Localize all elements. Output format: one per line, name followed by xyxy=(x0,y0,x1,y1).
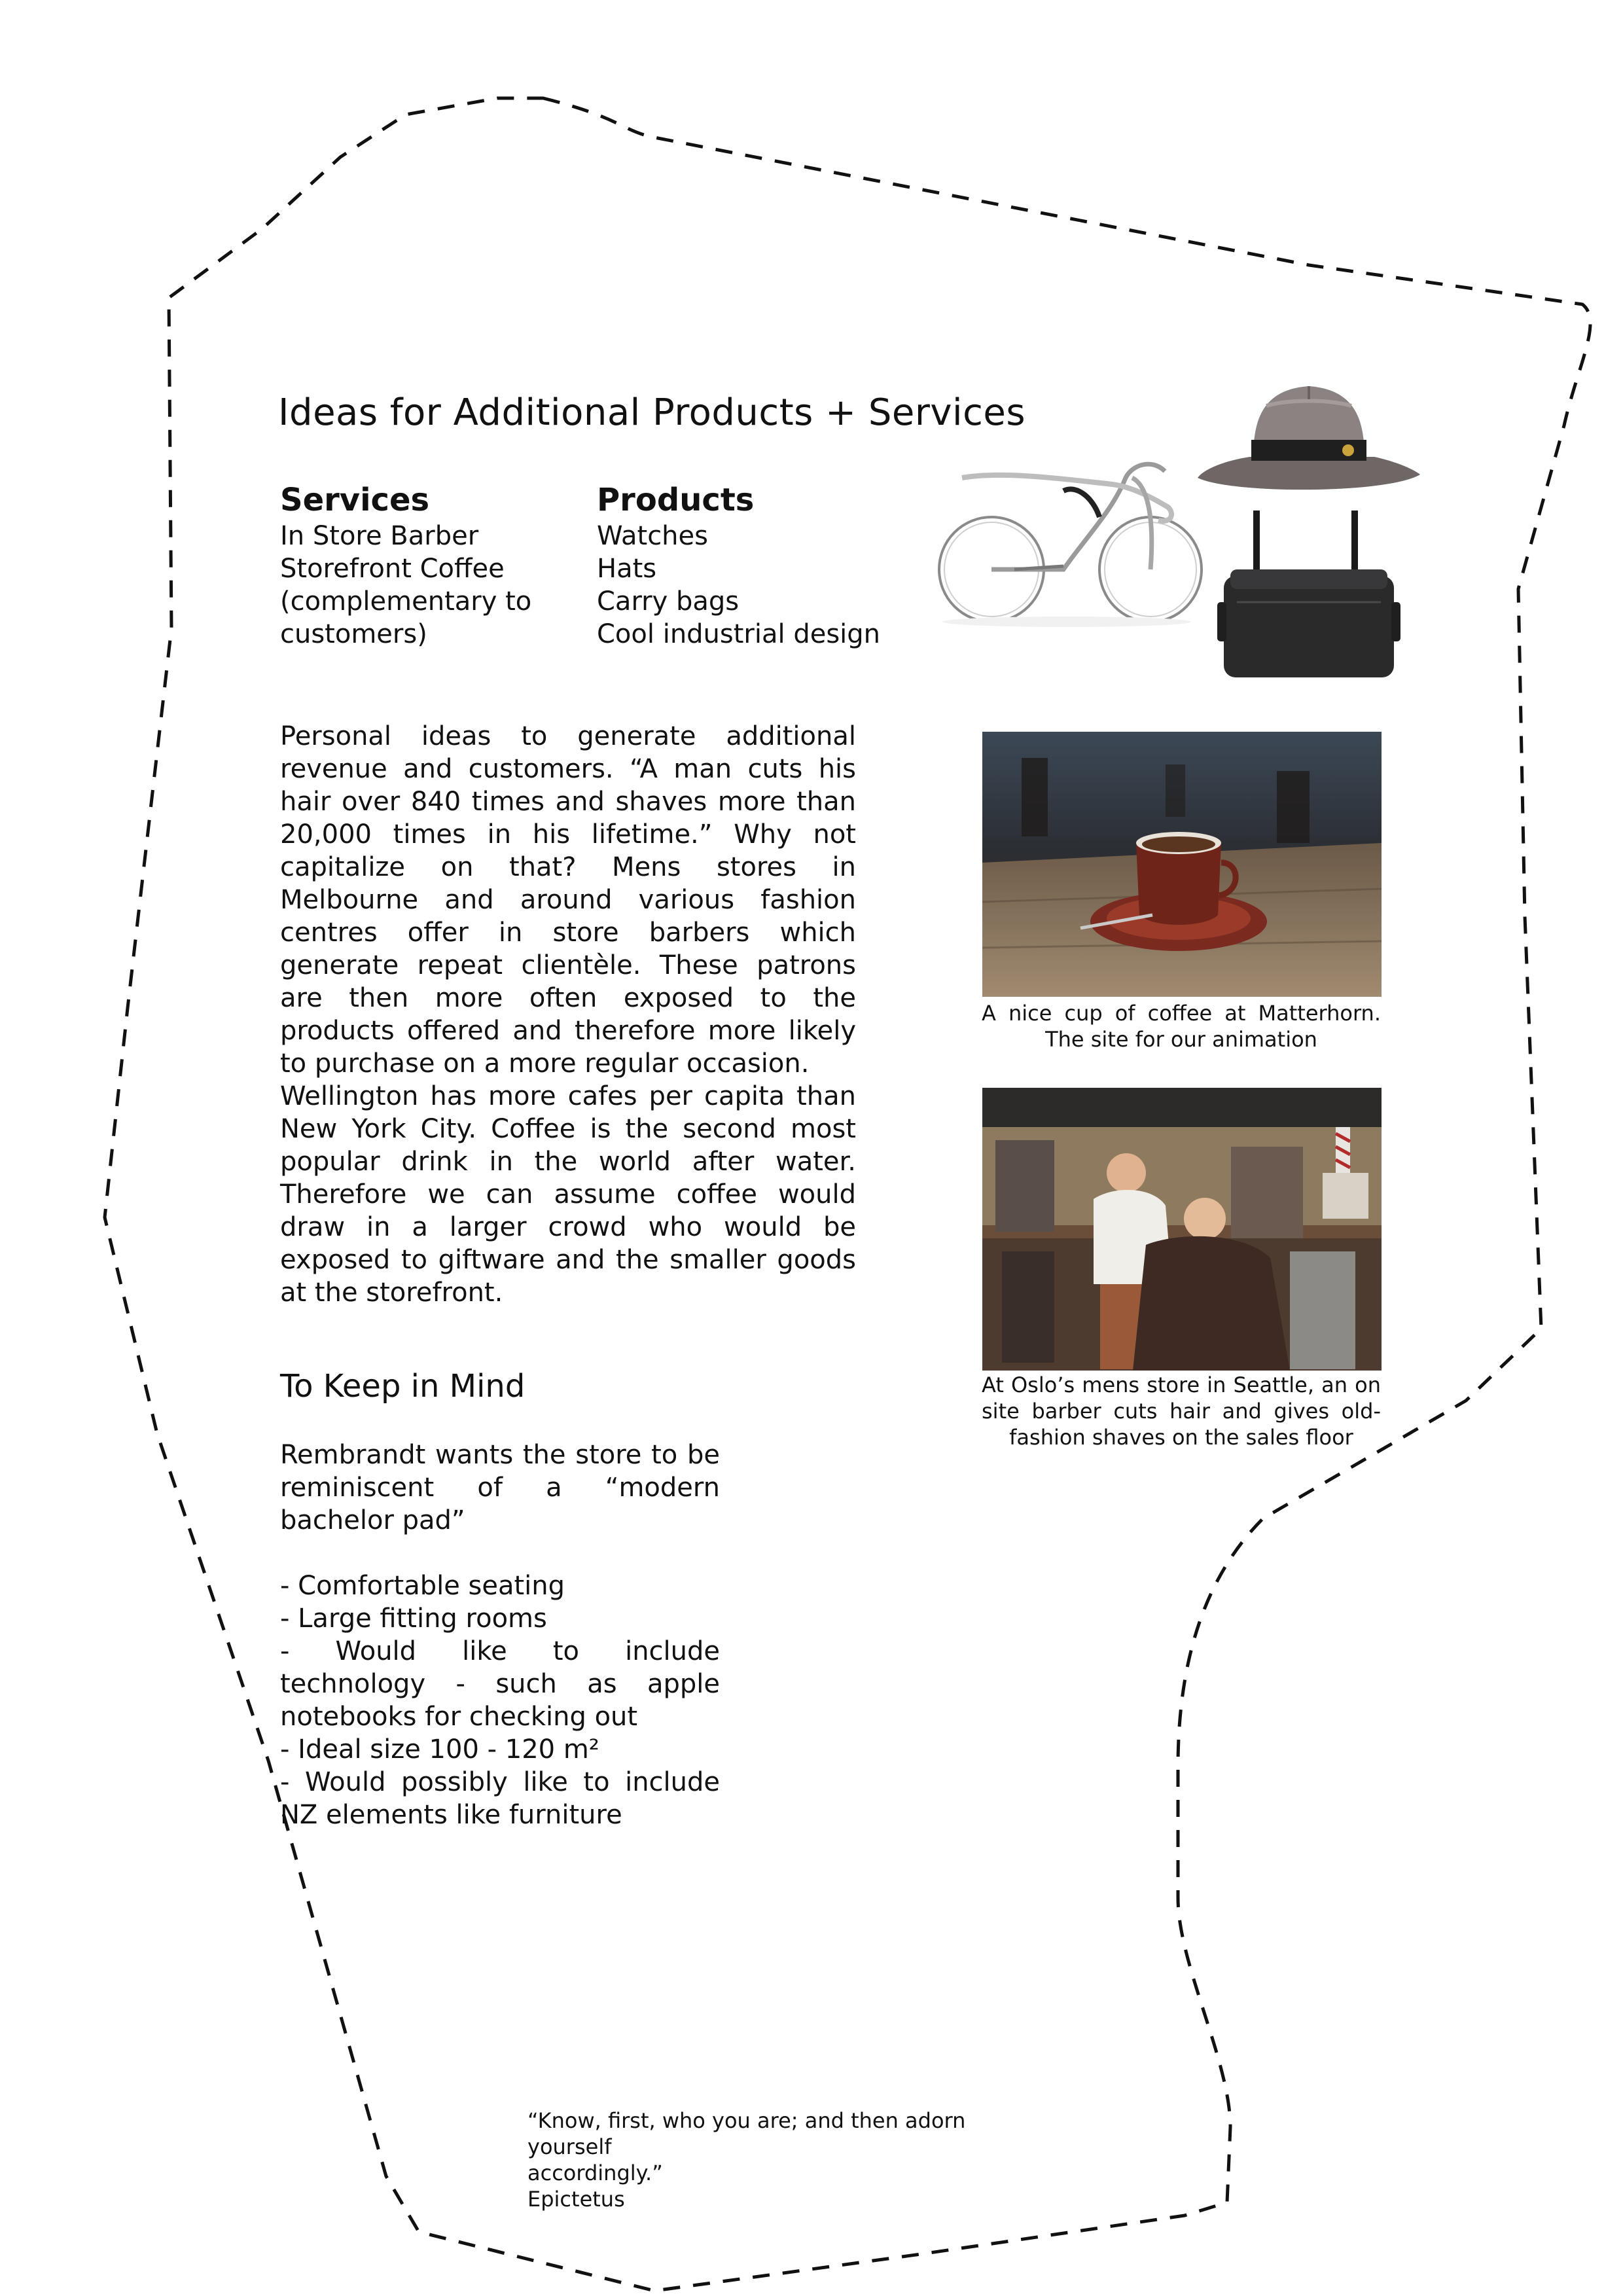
services-item: In Store Barber xyxy=(280,521,479,551)
products-item: Watches xyxy=(597,521,708,551)
carry-bag-image xyxy=(1217,504,1400,681)
list-item: - Comfortable seating xyxy=(280,1571,565,1601)
barber-store-photo xyxy=(982,1088,1382,1371)
services-item: Storefront Coffee xyxy=(280,554,505,584)
list-item: - Ideal size 100 - 120 m² xyxy=(280,1734,599,1765)
products-heading: Products xyxy=(597,482,755,518)
page-title: Ideas for Additional Products + Services xyxy=(278,391,1026,434)
coffee-photo-caption: A nice cup of coffee at Matterhorn. The site for our animation xyxy=(982,1001,1381,1052)
products-item: Cool industrial design xyxy=(597,619,881,649)
services-item: (complementary to xyxy=(280,586,532,617)
list-item: - Would like to include technology - such as apple notebooks for checking out xyxy=(280,1636,720,1732)
fedora-hat-image xyxy=(1191,380,1427,511)
revenue-paragraph: Personal ideas to generate additional revenue and customers. “A man cuts his hair over 840 times and shaves more than 20,000 times in his lifetime.” Why not capitalize on that? Mens stores in Melbourne and around various fashion centres offer in store barbers which generate repeat clientèle. These patrons are then more often exposed to the products offered and therefore more likely to purchase on a more regular occasion. xyxy=(280,721,856,1079)
services-column xyxy=(280,480,568,651)
keep-in-mind-list xyxy=(280,1439,720,1831)
list-item: - Would possibly like to include NZ elements like furniture xyxy=(280,1767,720,1830)
keep-in-mind-heading: To Keep in Mind xyxy=(280,1368,526,1405)
bicycle-image xyxy=(936,458,1204,635)
keep-in-mind-intro: Rembrandt wants the store to be reminiscent of a “modern bachelor pad” xyxy=(280,1440,720,1535)
list-item: - Large fitting rooms xyxy=(280,1604,547,1634)
products-item: Hats xyxy=(597,554,657,584)
products-item: Carry bags xyxy=(597,586,740,617)
quote-line: “Know, first, who you are; and then adorn yourself xyxy=(527,2108,966,2159)
epictetus-quote xyxy=(527,2108,1051,2212)
coffee-paragraph: Wellington has more cafes per capita than New York City. Coffee is the second most popular drink in the world after water. Therefore we can assume coffee would draw in a larger crowd who would be exposed to giftware and the smaller goods at the storefront. xyxy=(280,1081,856,1308)
services-heading: Services xyxy=(280,482,430,518)
barber-photo-caption: At Oslo’s mens store in Seattle, an on site barber cuts hair and gives old-fashion shaves on the sales floor xyxy=(982,1372,1381,1450)
quote-author: Epictetus xyxy=(527,2187,625,2212)
services-item: customers) xyxy=(280,619,427,649)
products-column xyxy=(597,480,937,651)
coffee-cup-photo xyxy=(982,732,1382,997)
quote-line: accordingly.” xyxy=(527,2161,663,2185)
